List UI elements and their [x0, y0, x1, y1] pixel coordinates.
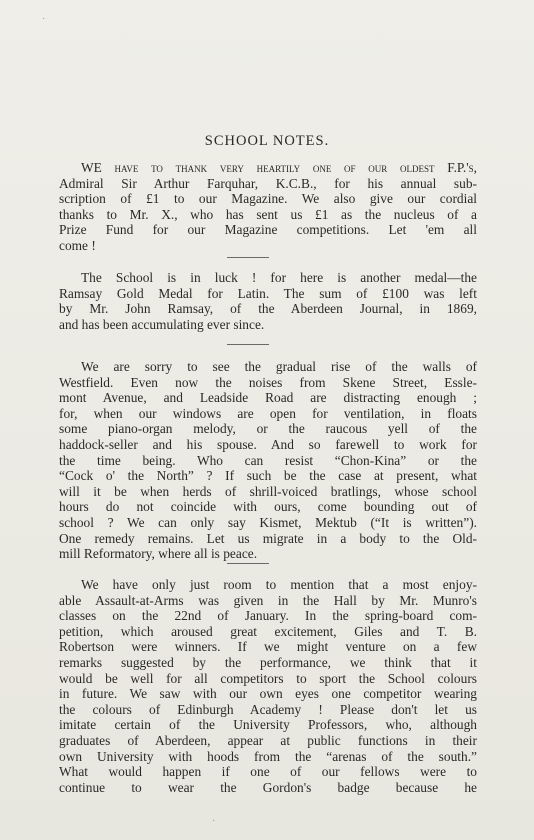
text-line: mont Avenue, and Leadside Road are distracting enough ; — [59, 390, 477, 406]
section-divider — [227, 344, 269, 345]
text-line: and has been accumulating ever since. — [59, 316, 265, 332]
section-divider — [227, 257, 269, 258]
text-line: in future. We saw with our own eyes one competitor wearing — [59, 686, 477, 702]
text-line: for, when our windows are open for ventilation, in floats — [59, 405, 477, 421]
text-line: Westfield. Even now the noises from Skene Street, Essle- — [59, 374, 477, 390]
paragraph-westfield — [59, 359, 477, 562]
text-line: “Cock o' the North” ? If such be the case at present, what — [59, 468, 477, 484]
text-line: scription of £1 to our Magazine. We also give our cordial — [59, 191, 477, 207]
paragraph-assault-at-arms — [59, 577, 477, 795]
text-line: the time being. Who can resist “Chon-Kina” or the — [59, 452, 477, 468]
section-divider — [227, 563, 269, 564]
text-line: able Assault-at-Arms was given in the Hall by Mr. Munro's — [59, 592, 477, 608]
text-line: continue to wear the Gordon's badge because he — [59, 779, 477, 795]
text-line: will it be when herds of shrill-voiced bratlings, whose school — [59, 483, 477, 499]
text-line: by Mr. John Ramsay, of the Aberdeen Journal, in 1869, — [59, 301, 477, 317]
text-line: We are sorry to see the gradual rise of the walls of — [81, 359, 477, 374]
text-line: the colours of Edinburgh Academy ! Please don't let us — [59, 701, 477, 717]
text-line: graduates of Aberdeen, appear at public functions in their — [59, 732, 477, 748]
text-line: What would happen if one of our fellows were to — [59, 764, 477, 780]
text-line: Prize Fund for our Magazine competitions. Let 'em all — [59, 222, 477, 238]
page-speck: · — [212, 816, 216, 827]
text-line: mill Reformatory, where all is peace. — [59, 546, 258, 562]
text-line: We have only just room to mention that a most enjoy- — [81, 577, 477, 592]
text-line: thanks to Mr. X., who has sent us £1 as the nucleus of a — [59, 206, 477, 222]
paragraph-ramsay-medal — [59, 270, 477, 332]
text-line: Ramsay Gold Medal for Latin. The sum of £100 was left — [59, 285, 477, 301]
text-line: own University with hoods from the “arenas of the south.” — [59, 748, 477, 764]
text-line: hours do not coincide with ours, come bounding out of — [59, 499, 477, 515]
text-line: remarks suggested by the performance, we think that it — [59, 654, 477, 670]
paragraph-farquhar — [59, 160, 477, 254]
text-line: some piano-organ melody, or the raucous yell of the — [59, 421, 477, 437]
text-line: petition, which aroused great excitement, Giles and T. B. — [59, 623, 477, 639]
text-line: haddock-seller and his spouse. And so farewell to work for — [59, 436, 477, 452]
text-line: WE have to thank very heartily one of our oldest F.P.'s, — [81, 160, 477, 175]
page-title: SCHOOL NOTES. — [204, 133, 330, 149]
text-line: Admiral Sir Arthur Farquhar, K.C.B., for his annual sub- — [59, 175, 477, 191]
page-speck: · — [42, 14, 46, 25]
text-line: come ! — [59, 237, 96, 253]
text-line: school ? We can only say Kismet, Mektub (“It is written”). — [59, 514, 477, 530]
text-line: Robertson were winners. If we might venture on a few — [59, 639, 477, 655]
text-line: The School is in luck ! for here is another medal—the — [81, 270, 477, 285]
text-line: imitate certain of the University Professors, who, although — [59, 717, 477, 733]
text-line: One remedy remains. Let us migrate in a body to the Old- — [59, 530, 477, 546]
text-line: would be well for all competitors to sport the School colours — [59, 670, 477, 686]
text-line: classes on the 22nd of January. In the spring-board com- — [59, 608, 477, 624]
